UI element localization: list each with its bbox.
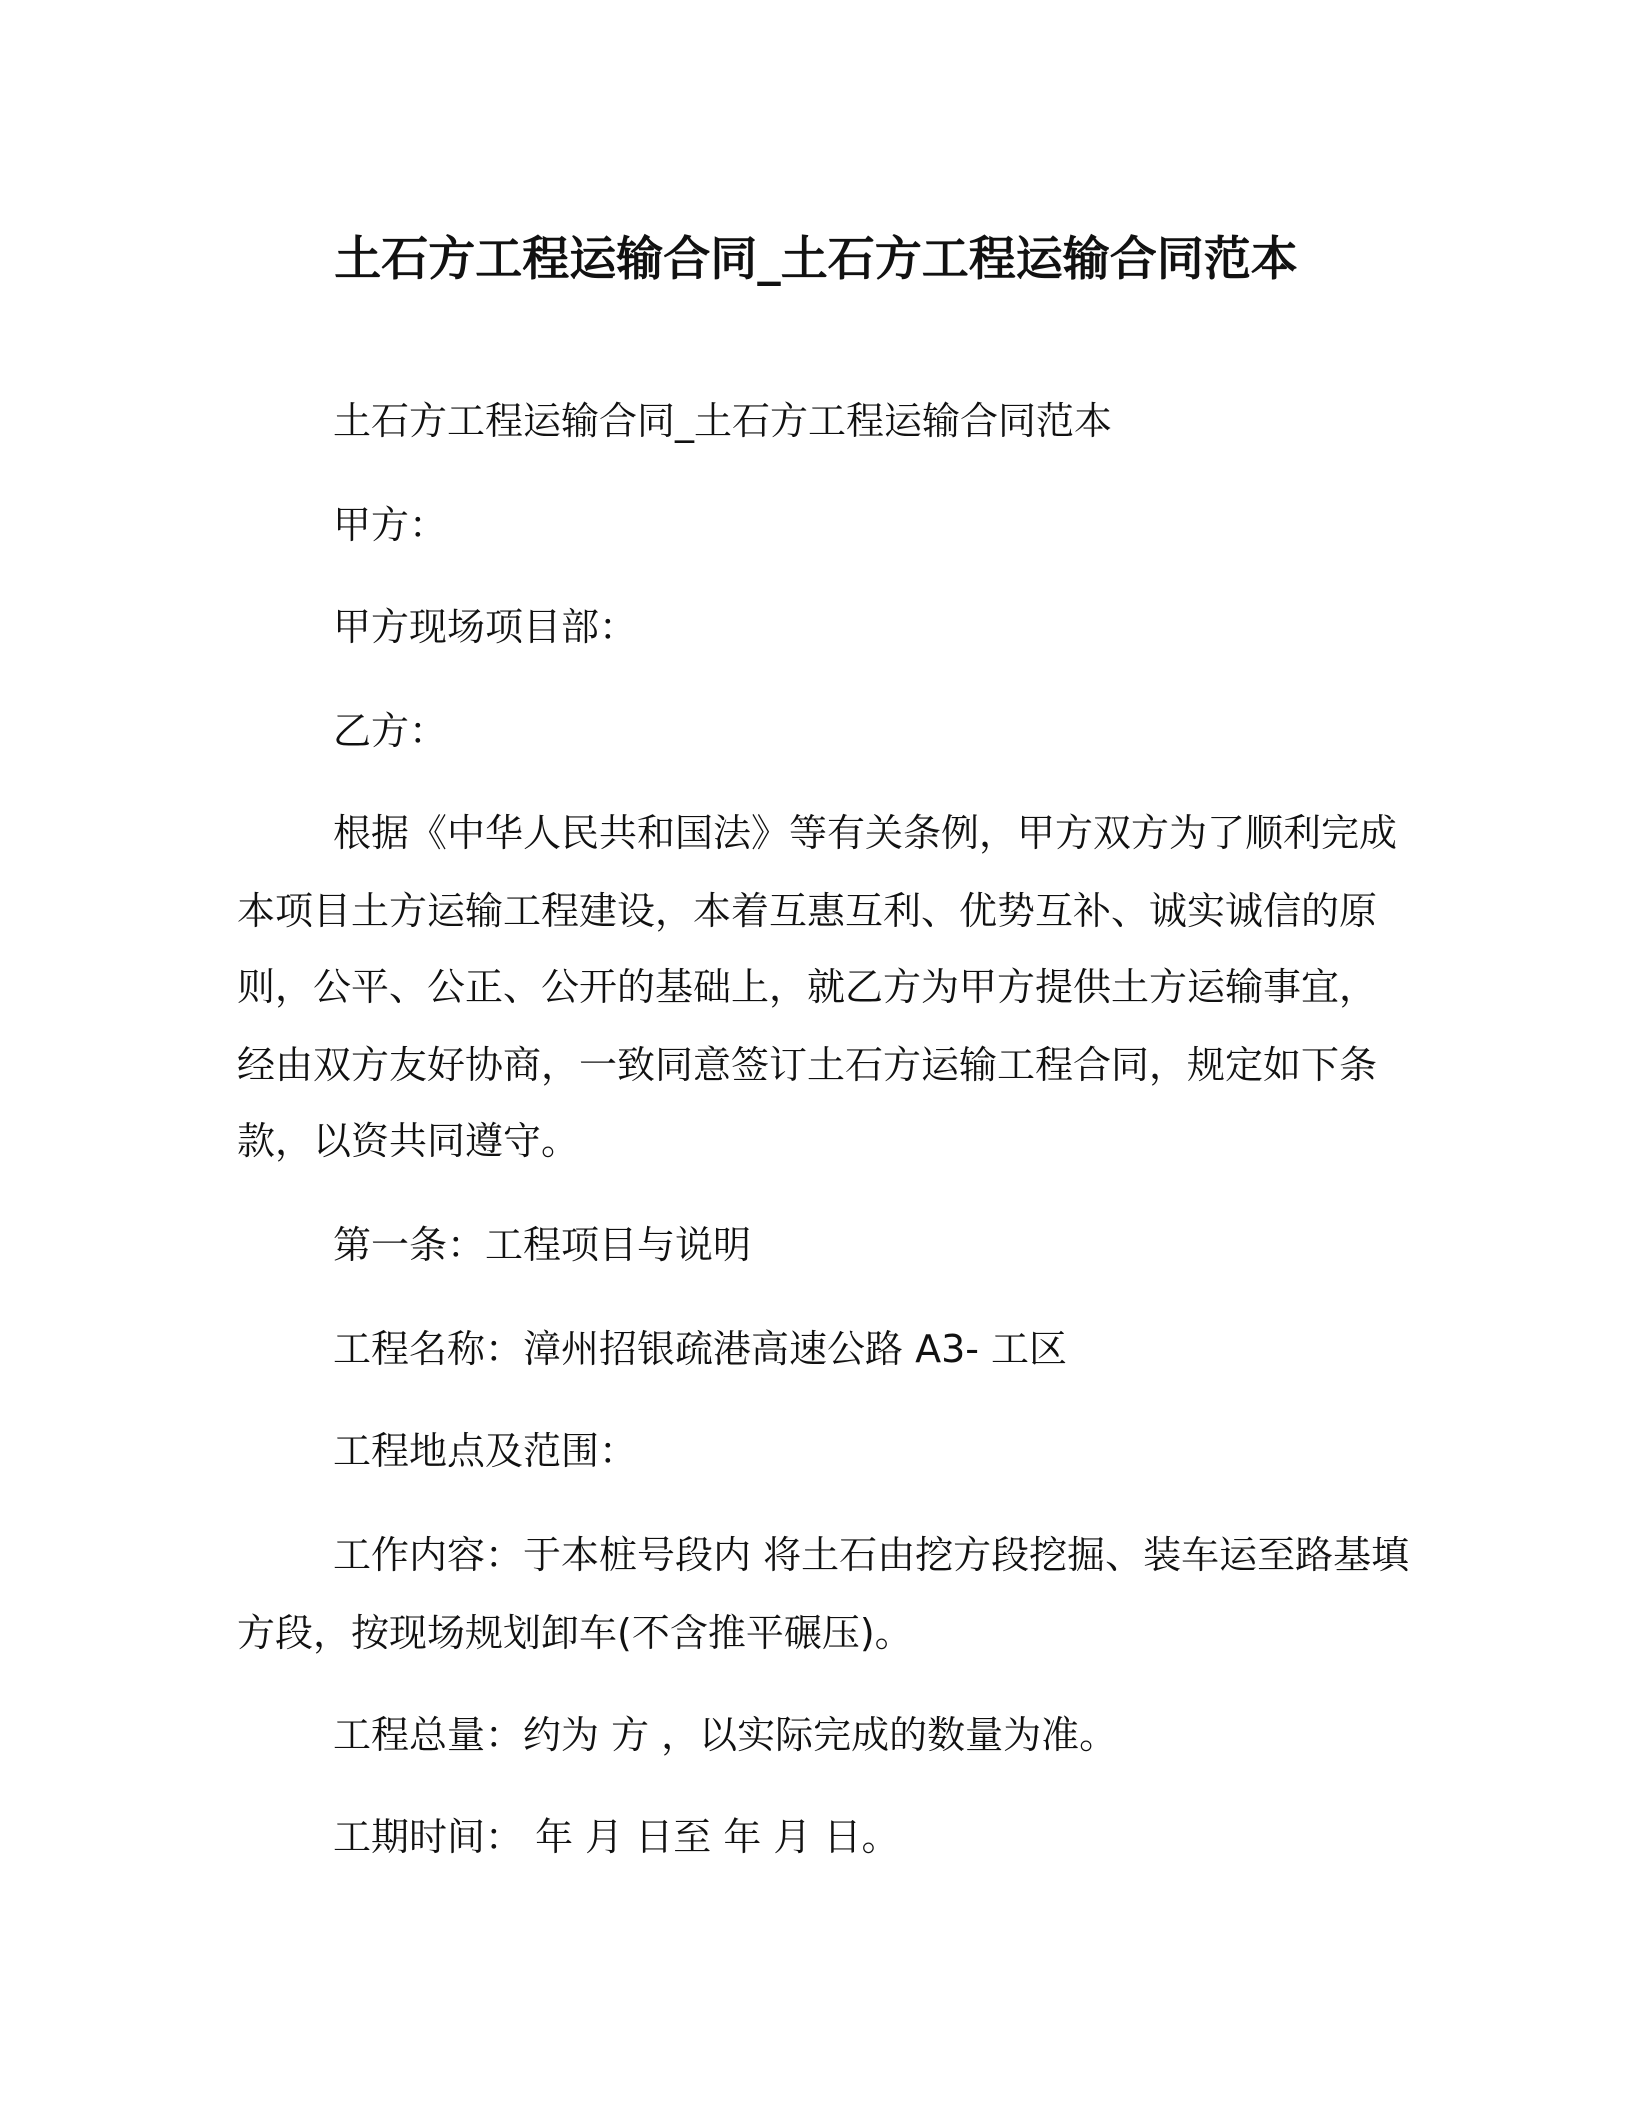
project-name: 工程名称：漳州招银疏港高速公路 A3- 工区 [333,1327,1068,1371]
article-1-heading: 第一条：工程项目与说明 [333,1223,752,1267]
party-a-label: 甲方： [333,503,448,547]
preamble-line-3: 则，公平、公正、公开的基础上，就乙方为甲方提供土方运输事宜， [237,965,1378,1009]
preamble-line-1: 根据《中华人民共和国法》等有关条例，甲方双方为了顺利完成 [333,811,1398,855]
preamble-line-5: 款，以资共同遵守。 [237,1119,580,1163]
schedule: 工期时间： 年 月 日至 年 月 日。 [333,1815,900,1859]
preamble-line-2: 本项目土方运输工程建设，本着互惠互利、优势互补、诚实诚信的原 [237,889,1378,933]
document-title: 土石方工程运输合同_土石方工程运输合同范本 [334,232,1298,287]
work-content-line-1: 工作内容：于本桩号段内 将土石由挖方段挖掘、装车运至路基填 [333,1533,1410,1577]
total-quantity: 工程总量：约为 方 ，以实际完成的数量为准。 [333,1713,1118,1757]
party-b-label: 乙方： [333,709,448,753]
work-content-line-2: 方段，按现场规划卸车(不含推平碾压)。 [237,1611,913,1655]
project-location: 工程地点及范围： [333,1429,638,1473]
party-a-site-label: 甲方现场项目部： [333,605,638,649]
document-subtitle: 土石方工程运输合同_土石方工程运输合同范本 [333,399,1113,443]
preamble-line-4: 经由双方友好协商，一致同意签订土石方运输工程合同，规定如下条 [237,1043,1378,1087]
